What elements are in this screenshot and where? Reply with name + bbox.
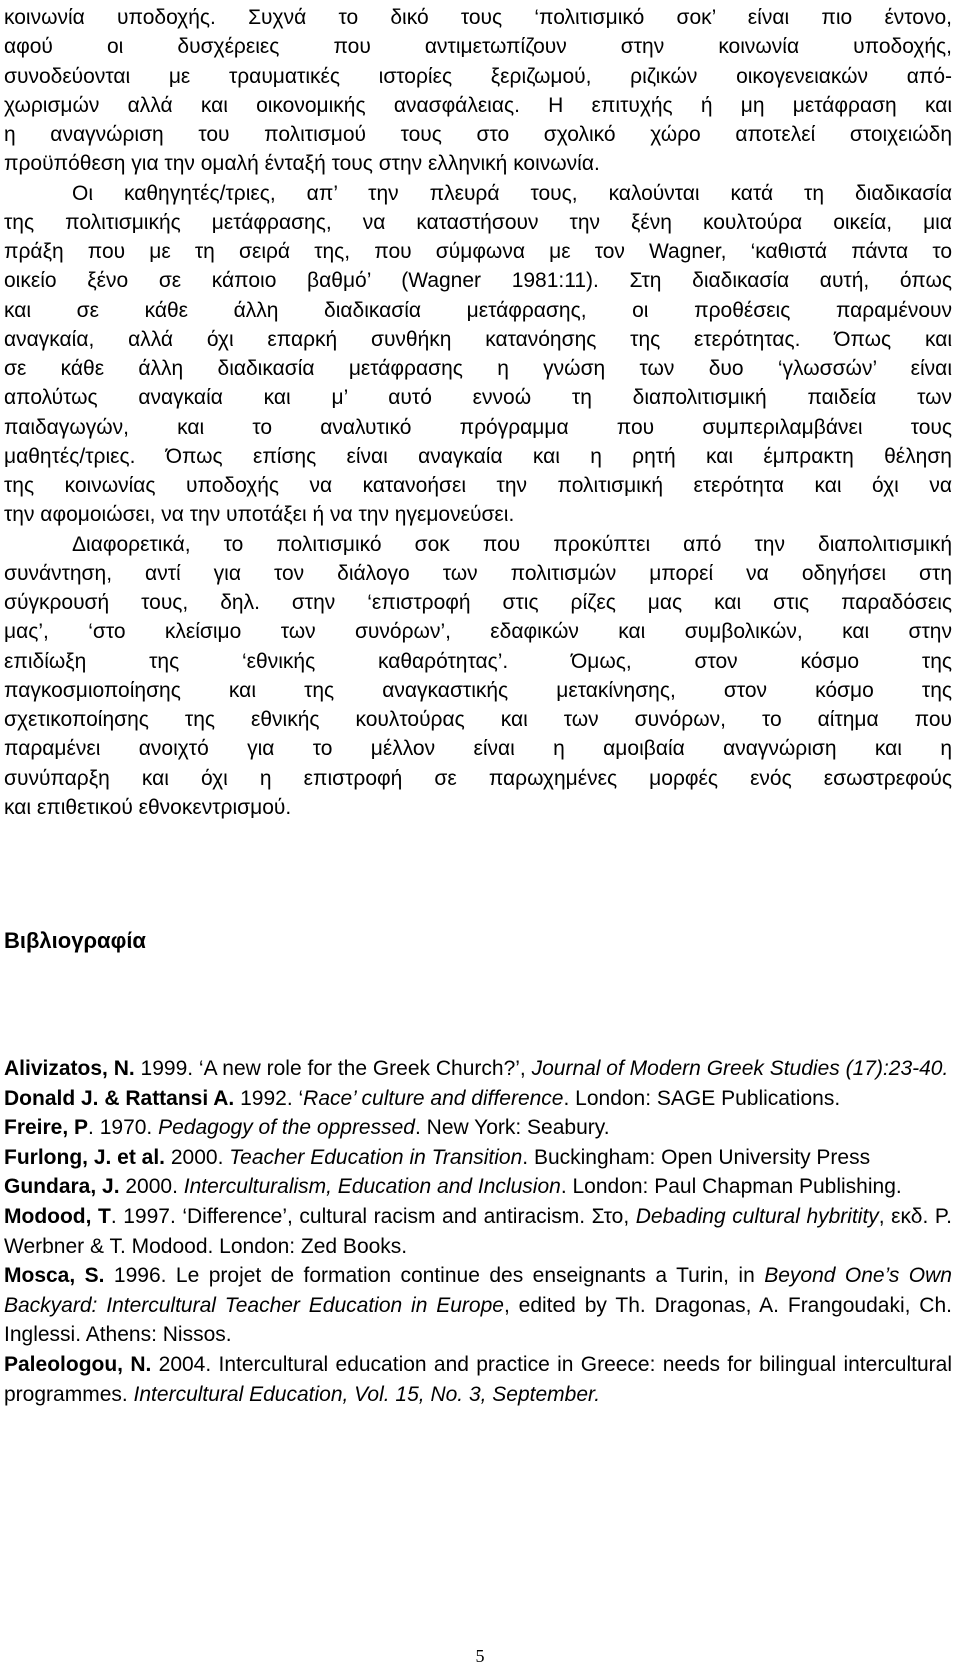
bibliography-heading: Βιβλιογραφία: [4, 928, 146, 953]
body-line: την αφομοιώσει, να την υποτάξει ή να την ηγεμονεύσει.: [4, 503, 515, 527]
reference-text: 1999. ‘A new role for the Greek Church?’,: [134, 1057, 532, 1080]
reference-entry: [4, 1143, 952, 1173]
body-line: Οι καθηγητές/τριες, απ’ την πλευρά τους, καλούνται κατά τη διαδικασία: [72, 181, 952, 205]
reference-text: . 1970.: [88, 1116, 159, 1140]
reference-entry: [4, 1113, 952, 1143]
reference-author: Paleologou, N.: [4, 1352, 152, 1376]
reference-title: Beyond One’s Own Backyard: Intercultural Teacher Education in Europe: [4, 1264, 952, 1317]
body-line: πράξη που με τη σειρά της, που σύμφωνα με τον Wagner, ‘καθιστά πάντα το: [4, 240, 952, 263]
reference-title: Pedagogy of the oppressed: [158, 1116, 415, 1140]
reference-text: . 1997. ‘Difference’, cultural racism and antiracism. Στο,: [110, 1204, 636, 1228]
body-line: προϋπόθεση για την ομαλή ένταξή τους στην ελληνική κοινωνία.: [4, 152, 600, 176]
body-line: και σε κάθε άλλη διαδικασία μετάφρασης, οι προθέσεις παραμένουν: [4, 298, 952, 322]
reference-author: Gundara, J.: [4, 1175, 120, 1199]
body-line: της πολιτισμικής μετάφρασης, να καταστήσουν την ξένη κουλτούρα οικεία, μια: [4, 210, 952, 234]
body-line: παιδαγωγών, και το αναλυτικό πρόγραμμα που συμπεριλαμβάνει τους: [4, 415, 952, 439]
reference-text: . London: Paul Chapman Publishing.: [560, 1175, 902, 1199]
body-line: απολύτως αναγκαία και μ’ αυτό εννοώ τη διαπολιτισμική παιδεία των: [4, 386, 952, 410]
reference-title: Interculturalism, Education and Inclusion: [183, 1175, 561, 1199]
body-line: σχετικοποίησης της εθνικής κουλτούρας και των συνόρων, το αίτημα που: [4, 708, 952, 731]
reference-text: 2000.: [165, 1145, 230, 1169]
reference-text: . Buckingham: Open University Press: [522, 1145, 871, 1169]
reference-entry: [4, 1350, 952, 1409]
reference-title: Debading cultural hybritity: [635, 1204, 879, 1228]
body-line: μαθητές/τριες. Όπως επίσης είναι αναγκαία και η ρητή και έμπρακτη θέληση: [4, 444, 952, 468]
body-line: οικείο ξένο σε κάποιο βαθμό’ (Wagner 1981:11). Στη διαδικασία αυτή, όπως: [4, 269, 952, 293]
reference-entry: [4, 1202, 952, 1261]
reference-author: Donald J. & Rattansi A.: [4, 1086, 235, 1110]
body-line: αφού οι δυσχέρειες που αντιμετωπίζουν στην κοινωνία υποδοχής,: [4, 35, 952, 59]
reference-title: Teacher Education in Transition: [229, 1145, 523, 1169]
reference-text: 1992. ‘: [234, 1086, 304, 1110]
reference-text: 1996. Le projet de formation continue des enseignants a Turin, in: [104, 1264, 765, 1288]
reference-text: . London: SAGE Publications.: [563, 1086, 841, 1110]
reference-entry: [4, 1261, 952, 1350]
body-line: της κοινωνίας υποδοχής να κατανοήσει την πολιτισμική ετερότητα και όχι να: [4, 474, 952, 497]
body-line: και επιθετικού εθνοκεντρισμού.: [4, 795, 292, 819]
body-line: κοινωνία υποδοχής. Συχνά το δικό τους ‘πολιτισμικό σοκ’ είναι πιο έντονο,: [4, 6, 952, 29]
body-line: σύγκρουσή τους, δηλ. στην ‘επιστροφή στις ρίζες μας και στις παραδόσεις: [4, 591, 952, 614]
body-line: Διαφορετικά, το πολιτισμικό σοκ που προκύπτει από την διαπολιτισμική: [72, 532, 952, 556]
body-line: η αναγνώριση του πολιτισμού τους στο σχολικό χώρο αποτελεί στοιχειώδη: [4, 123, 952, 146]
reference-author: Modood, T: [4, 1204, 111, 1228]
reference-text: , εκδ. P. Werbner & T. Modood. London: Zed Books.: [4, 1204, 952, 1258]
reference-author: Alivizatos, N.: [4, 1057, 135, 1080]
body-line: συνάντηση, αντί για τον διάλογο των πολιτισμών μπορεί να οδηγήσει στη: [4, 561, 952, 585]
reference-text: 2004. Intercultural education and practice in Greece: needs for bilingual intercultural programmes.: [4, 1352, 953, 1406]
body-line: συνοδεύονται με τραυματικές ιστορίες ξεριζωμού, ριζικών οικογενειακών από-: [4, 64, 952, 88]
reference-title: Race’ culture and difference: [303, 1086, 564, 1110]
reference-title: Intercultural Education, Vol. 15, No. 3, September.: [133, 1382, 601, 1406]
reference-entry: [4, 1054, 952, 1084]
reference-text: . New York: Seabury.: [414, 1116, 610, 1140]
body-line: παγκοσμιοποίησης και της αναγκαστικής μετακίνησης, στον κόσμο της: [4, 678, 952, 702]
body-line: επιδίωξη της ‘εθνικής καθαρότητας’. Όμως, στον κόσμο της: [4, 649, 952, 673]
reference-text: 2000.: [119, 1175, 184, 1199]
body-line: συνύπαρξη και όχι η επιστροφή σε παρωχημένες μορφές ενός εσωστρεφούς: [4, 766, 952, 790]
reference-title: :23-40.: [882, 1057, 949, 1080]
body-line: σε κάθε άλλη διαδικασία μετάφρασης η γνώση των δυο ‘γλωσσών’ είναι: [4, 357, 952, 380]
reference-text: , edited by Th. Dragonas, A. Frangoudaki, Ch. Inglessi. Athens: Nissos.: [4, 1293, 952, 1347]
reference-entry: [4, 1172, 952, 1202]
reference-author: Freire, P: [4, 1116, 89, 1140]
body-line: μας’, ‘στο κλείσιμο των συνόρων’, εδαφικών και συμβολικών, και στην: [4, 620, 952, 644]
reference-author: Mosca, S.: [4, 1264, 105, 1288]
reference-title: Journal of Modern Greek Studies (17): [531, 1057, 883, 1080]
reference-author: Furlong, J. et al.: [4, 1145, 166, 1169]
page-number: 5: [475, 1646, 485, 1666]
reference-entry: [4, 1084, 952, 1114]
body-line: παραμένει ανοιχτό για το μέλλον είναι η αμοιβαία αναγνώριση και η: [4, 737, 952, 761]
reference-list: [4, 1054, 952, 1409]
body-line: αναγκαία, αλλά όχι επαρκή συνθήκη κατανόησης της ετερότητας. Όπως και: [4, 327, 952, 351]
body-line: χωρισμών αλλά και οικονομικής ανασφάλειας. Η επιτυχής ή μη μετάφραση και: [4, 93, 952, 117]
